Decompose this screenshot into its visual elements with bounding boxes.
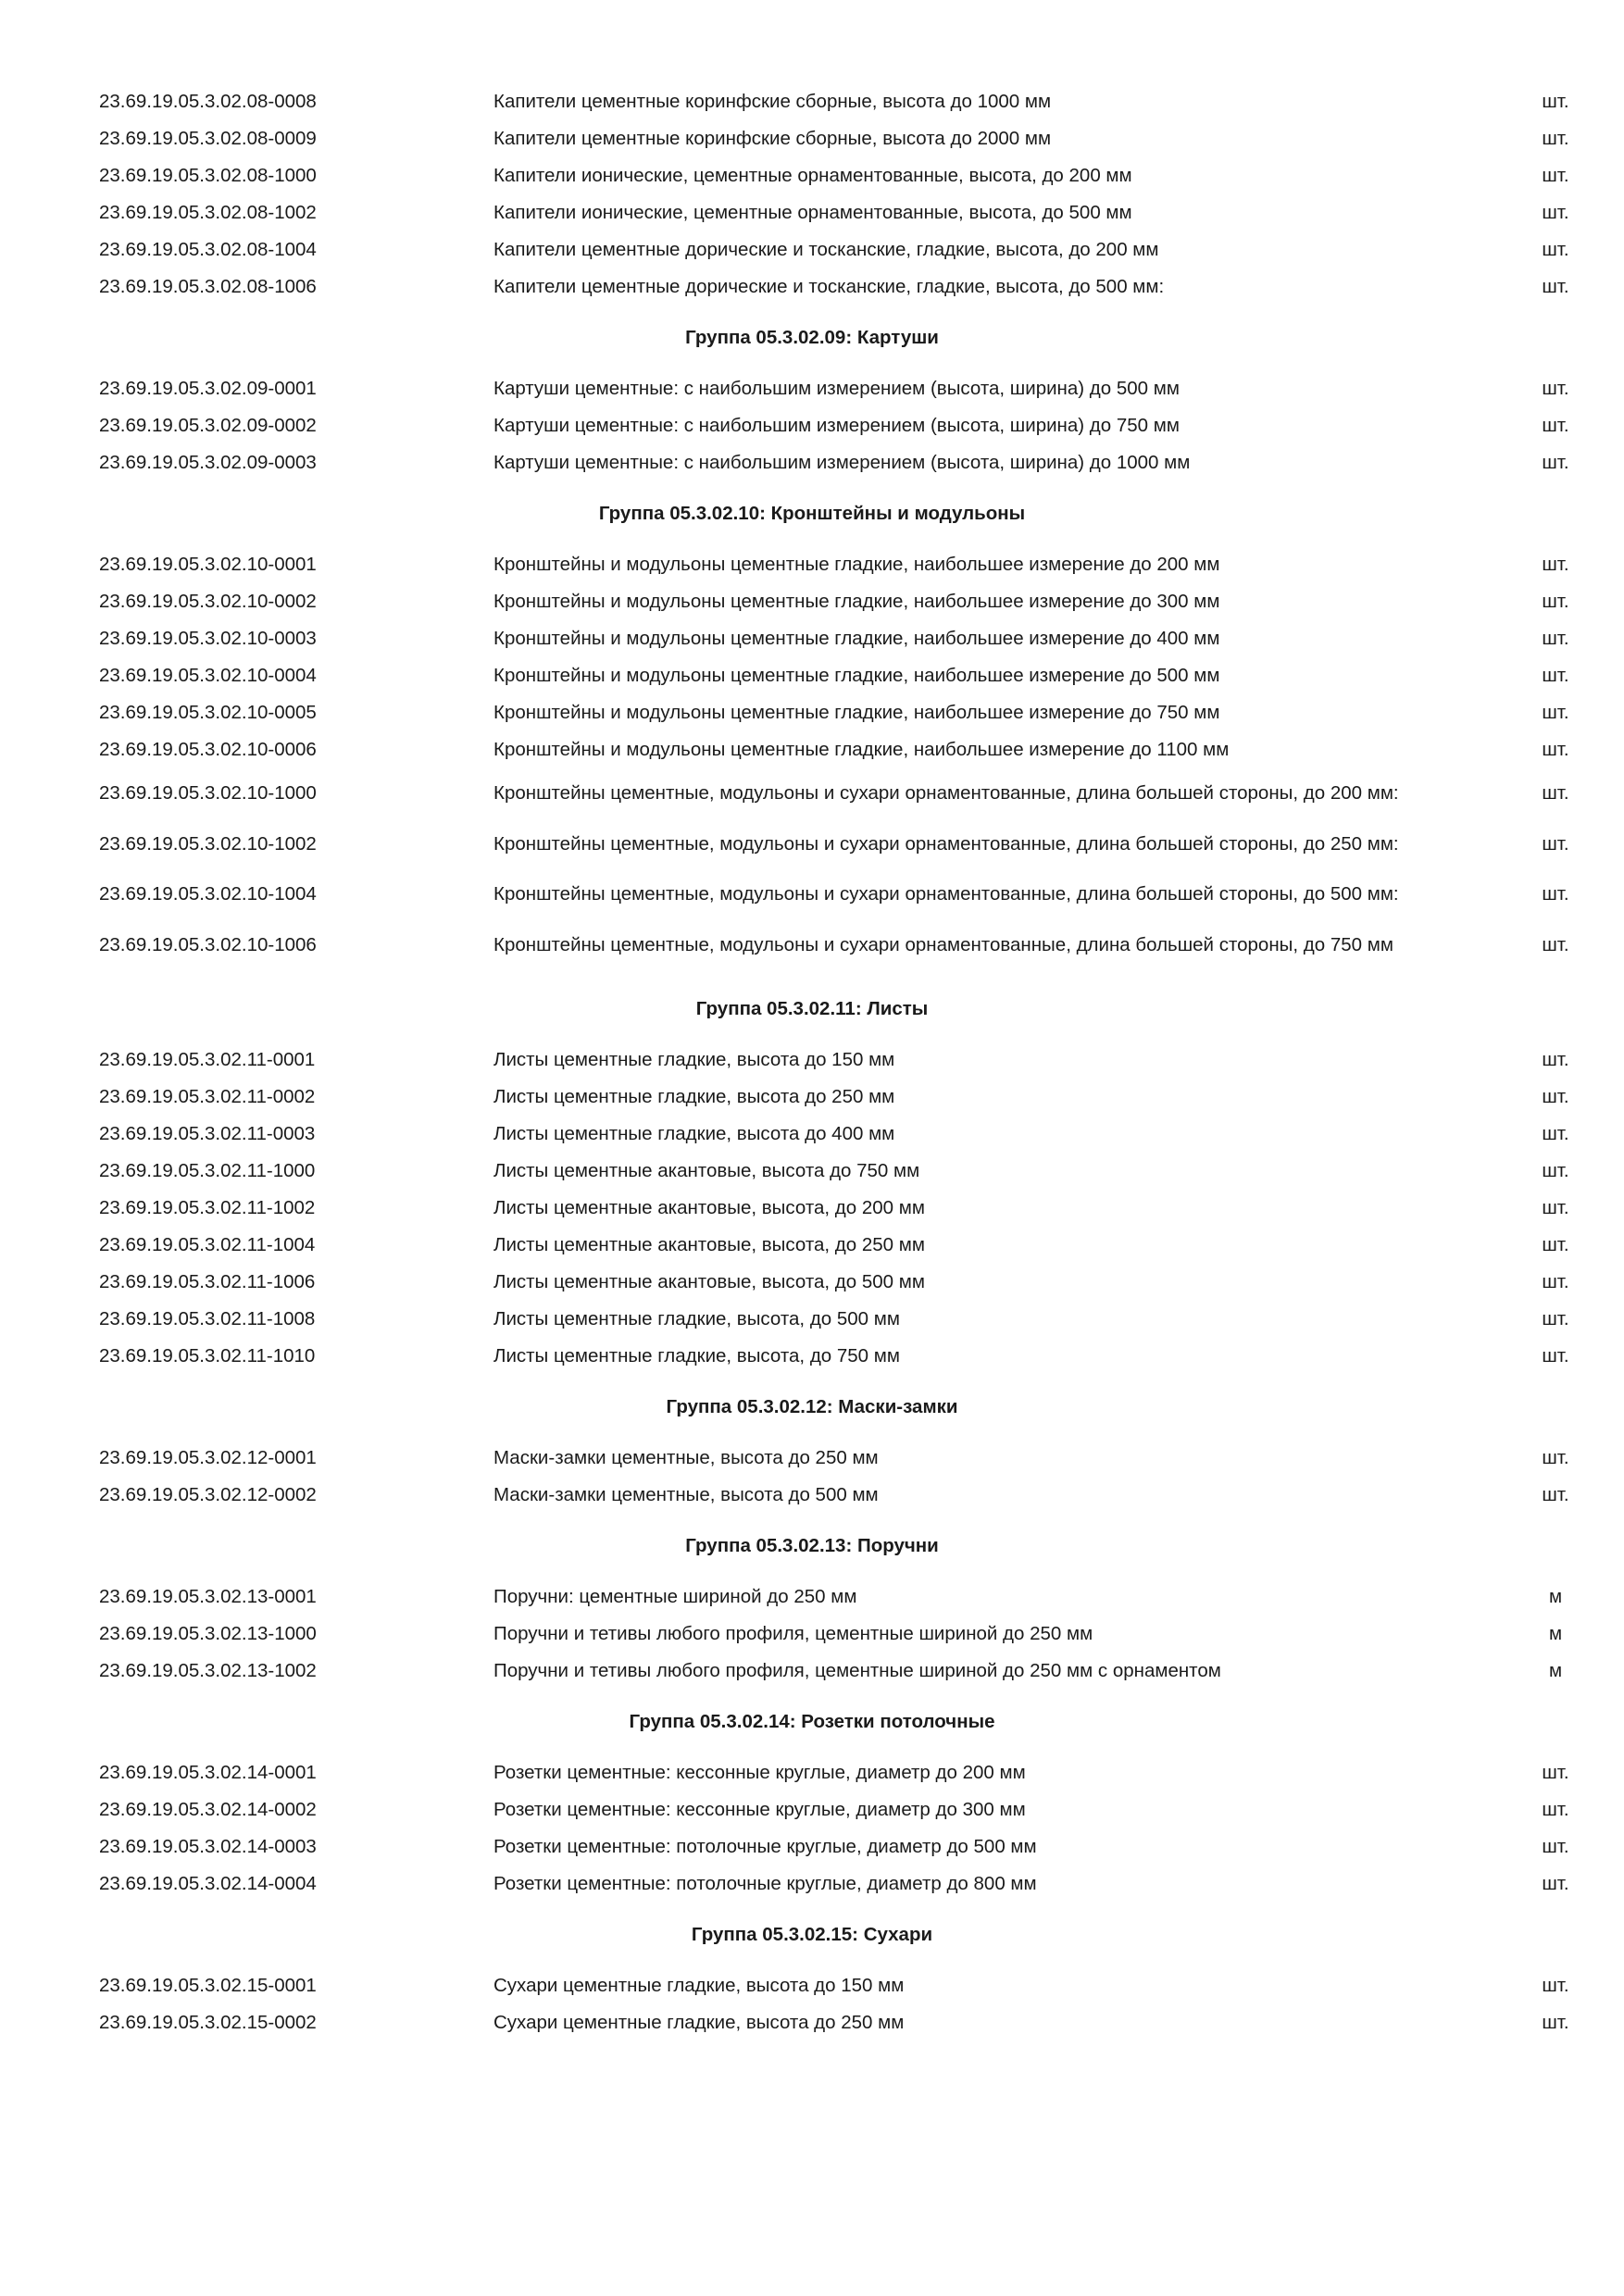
- item-unit: шт.: [1542, 628, 1569, 649]
- item-description: [493, 1227, 1438, 1264]
- item-description: [493, 1578, 1438, 1616]
- table-row: [0, 768, 1624, 819]
- table-row: [0, 1477, 1624, 1514]
- item-description: [493, 1866, 1438, 1903]
- item-description: [493, 657, 1438, 694]
- item-description: [493, 444, 1438, 481]
- item-description-text: Сухари цементные гладкие, высота до 150 мм: [493, 1975, 905, 1997]
- item-code: 23.69.19.05.3.02.08-0008: [99, 91, 317, 112]
- item-unit: шт.: [1542, 1197, 1569, 1219]
- item-description-text: Листы цементные гладкие, высота, до 750 мм: [493, 1345, 900, 1367]
- item-code: 23.69.19.05.3.02.11-1004: [99, 1234, 316, 1256]
- item-unit: шт.: [1542, 1975, 1569, 1997]
- item-unit: шт.: [1542, 378, 1569, 399]
- item-description: [493, 194, 1438, 231]
- item-description: [493, 694, 1438, 731]
- item-code: 23.69.19.05.3.02.11-0003: [99, 1123, 316, 1145]
- item-code: 23.69.19.05.3.02.08-1000: [99, 165, 317, 186]
- item-description-text: Розетки цементные: кессонные круглые, диаметр до 300 мм: [493, 1799, 1026, 1821]
- item-unit: м: [1548, 1623, 1563, 1645]
- item-description: [493, 1079, 1438, 1116]
- item-code: 23.69.19.05.3.02.15-0002: [99, 2012, 317, 2034]
- item-unit: шт.: [1542, 1123, 1569, 1145]
- table-row: [0, 370, 1624, 407]
- item-unit: шт.: [1542, 1447, 1569, 1469]
- group-heading: Группа 05.3.02.14: Розетки потолочные: [629, 1711, 995, 1733]
- item-description: [493, 1338, 1438, 1375]
- table-row: [0, 1791, 1624, 1828]
- item-description-text: Картуши цементные: с наибольшим измерением (высота, ширина) до 750 мм: [493, 415, 1180, 436]
- item-description-text: Поручни и тетивы любого профиля, цементные шириной до 250 мм: [493, 1623, 1093, 1645]
- table-row: [0, 444, 1624, 481]
- item-description-text: Капители цементные дорические и тосканские, гладкие, высота, до 200 мм: [493, 239, 1159, 260]
- table-row: [0, 1828, 1624, 1866]
- item-unit: шт.: [1542, 832, 1569, 855]
- item-description-text: Кронштейны цементные, модульоны и сухари орнаментованные, длина большей стороны, до 500 мм:: [493, 883, 1399, 905]
- item-unit: шт.: [1542, 1873, 1569, 1895]
- item-description-text: Розетки цементные: потолочные круглые, диаметр до 800 мм: [493, 1873, 1037, 1895]
- item-description: [493, 1791, 1438, 1828]
- item-description: [493, 1116, 1438, 1153]
- table-row: [0, 731, 1624, 768]
- group-heading: Группа 05.3.02.11: Листы: [695, 998, 929, 1020]
- table-row: [0, 657, 1624, 694]
- item-unit: шт.: [1542, 165, 1569, 186]
- item-description-text: Листы цементные гладкие, высота до 400 мм: [493, 1123, 895, 1145]
- item-description-text: Листы цементные гладкие, высота, до 500 мм: [493, 1308, 900, 1330]
- table-row: [0, 1301, 1624, 1338]
- item-unit: шт.: [1542, 276, 1569, 297]
- item-code: 23.69.19.05.3.02.11-1010: [99, 1345, 316, 1367]
- item-description: [493, 1616, 1438, 1653]
- table-row: [0, 194, 1624, 231]
- item-description-text: Капители ионические, цементные орнаментованные, высота, до 500 мм: [493, 202, 1132, 223]
- item-unit: шт.: [1542, 2012, 1569, 2034]
- item-code: 23.69.19.05.3.02.11-1000: [99, 1160, 316, 1182]
- item-unit: шт.: [1542, 128, 1569, 149]
- item-description: [493, 120, 1438, 157]
- item-description: [493, 768, 1438, 819]
- item-description-text: Розетки цементные: кессонные круглые, диаметр до 200 мм: [493, 1762, 1026, 1784]
- item-unit: шт.: [1542, 739, 1569, 760]
- item-code: 23.69.19.05.3.02.08-1006: [99, 276, 317, 297]
- item-description: [493, 1440, 1438, 1477]
- item-description-text: Кронштейны и модульоны цементные гладкие, наибольшее измерение до 200 мм: [493, 554, 1220, 575]
- item-unit: м: [1548, 1586, 1563, 1608]
- item-code: 23.69.19.05.3.02.10-1002: [99, 832, 317, 855]
- item-description: [493, 1828, 1438, 1866]
- item-description-text: Поручни и тетивы любого профиля, цементные шириной до 250 мм с орнаментом: [493, 1660, 1221, 1682]
- table-row: [0, 1754, 1624, 1791]
- item-description: [493, 1264, 1438, 1301]
- table-row: [0, 407, 1624, 444]
- table-row: [0, 546, 1624, 583]
- table-row: [0, 1042, 1624, 1079]
- item-code: 23.69.19.05.3.02.10-0001: [99, 554, 317, 575]
- item-description: [493, 1967, 1438, 2004]
- table-row: [0, 157, 1624, 194]
- item-description-text: Листы цементные гладкие, высота до 150 мм: [493, 1049, 895, 1071]
- item-unit: шт.: [1542, 1086, 1569, 1108]
- item-description-text: Розетки цементные: потолочные круглые, диаметр до 500 мм: [493, 1836, 1037, 1858]
- item-description: [493, 231, 1438, 268]
- item-description: [493, 1477, 1438, 1514]
- item-description: [493, 1653, 1438, 1690]
- item-description: [493, 546, 1438, 583]
- item-description-text: Листы цементные акантовые, высота, до 250 мм: [493, 1234, 925, 1256]
- item-unit: шт.: [1542, 554, 1569, 575]
- item-unit: шт.: [1542, 1308, 1569, 1330]
- item-unit: шт.: [1542, 91, 1569, 112]
- table-row: [0, 1190, 1624, 1227]
- item-unit: м: [1548, 1660, 1563, 1682]
- table-row: [0, 1653, 1624, 1690]
- item-code: 23.69.19.05.3.02.09-0001: [99, 378, 317, 399]
- item-unit: шт.: [1542, 1345, 1569, 1367]
- item-unit: шт.: [1542, 239, 1569, 260]
- group-heading: Группа 05.3.02.13: Поручни: [685, 1535, 939, 1557]
- item-unit: шт.: [1542, 782, 1569, 805]
- group-heading: Группа 05.3.02.10: Кронштейны и модульоны: [598, 503, 1026, 524]
- item-description: [493, 407, 1438, 444]
- table-row: [0, 1264, 1624, 1301]
- item-unit: шт.: [1542, 1049, 1569, 1071]
- item-code: 23.69.19.05.3.02.10-0006: [99, 739, 317, 760]
- table-row: [0, 1866, 1624, 1903]
- item-code: 23.69.19.05.3.02.14-0001: [99, 1762, 317, 1784]
- table-row: [0, 1616, 1624, 1653]
- table-row: [0, 1338, 1624, 1375]
- table-row: [0, 694, 1624, 731]
- item-code: 23.69.19.05.3.02.09-0002: [99, 415, 317, 436]
- item-description-text: Кронштейны и модульоны цементные гладкие, наибольшее измерение до 750 мм: [493, 702, 1220, 723]
- item-code: 23.69.19.05.3.02.11-0002: [99, 1086, 316, 1108]
- item-code: 23.69.19.05.3.02.09-0003: [99, 452, 317, 473]
- item-unit: шт.: [1542, 591, 1569, 612]
- item-description-text: Маски-замки цементные, высота до 250 мм: [493, 1447, 879, 1469]
- item-code: 23.69.19.05.3.02.10-1006: [99, 933, 317, 955]
- table-row: [0, 1967, 1624, 2004]
- item-unit: шт.: [1542, 1799, 1569, 1821]
- item-code: 23.69.19.05.3.02.11-1002: [99, 1197, 316, 1219]
- item-code: 23.69.19.05.3.02.14-0002: [99, 1799, 317, 1821]
- item-description: [493, 1754, 1438, 1791]
- table-row: [0, 2004, 1624, 2041]
- item-unit: шт.: [1542, 702, 1569, 723]
- table-row: [0, 819, 1624, 870]
- item-description-text: Сухари цементные гладкие, высота до 250 мм: [493, 2012, 905, 2034]
- item-description-text: Маски-замки цементные, высота до 500 мм: [493, 1484, 879, 1506]
- item-description-text: Картуши цементные: с наибольшим измерением (высота, ширина) до 1000 мм: [493, 452, 1191, 473]
- item-unit: шт.: [1542, 1160, 1569, 1182]
- item-description: [493, 1190, 1438, 1227]
- item-unit: шт.: [1542, 1762, 1569, 1784]
- item-description: [493, 370, 1438, 407]
- item-unit: шт.: [1542, 1484, 1569, 1506]
- item-description-text: Кронштейны и модульоны цементные гладкие, наибольшее измерение до 400 мм: [493, 628, 1220, 649]
- item-code: 23.69.19.05.3.02.14-0003: [99, 1836, 317, 1858]
- item-description: [493, 819, 1438, 870]
- item-description: [493, 83, 1438, 120]
- table-row: [0, 83, 1624, 120]
- item-description: [493, 583, 1438, 620]
- item-description-text: Кронштейны и модульоны цементные гладкие, наибольшее измерение до 500 мм: [493, 665, 1220, 686]
- item-code: 23.69.19.05.3.02.14-0004: [99, 1873, 317, 1895]
- item-code: 23.69.19.05.3.02.10-0003: [99, 628, 317, 649]
- item-description: [493, 1301, 1438, 1338]
- table-row: [0, 1079, 1624, 1116]
- item-description-text: Картуши цементные: с наибольшим измерением (высота, ширина) до 500 мм: [493, 378, 1180, 399]
- item-code: 23.69.19.05.3.02.10-1004: [99, 883, 317, 905]
- table-row: [0, 231, 1624, 268]
- item-unit: шт.: [1542, 415, 1569, 436]
- item-description: [493, 2004, 1438, 2041]
- group-heading: Группа 05.3.02.15: Сухари: [691, 1924, 933, 1946]
- item-code: 23.69.19.05.3.02.11-1006: [99, 1271, 316, 1293]
- item-description: [493, 1042, 1438, 1079]
- table-row: [0, 120, 1624, 157]
- item-code: 23.69.19.05.3.02.13-0001: [99, 1586, 317, 1608]
- item-description-text: Поручни: цементные шириной до 250 мм: [493, 1586, 857, 1608]
- item-description: [493, 869, 1438, 920]
- item-unit: шт.: [1542, 933, 1569, 955]
- item-description-text: Листы цементные гладкие, высота до 250 мм: [493, 1086, 895, 1108]
- table-row: [0, 920, 1624, 971]
- item-code: 23.69.19.05.3.02.13-1002: [99, 1660, 317, 1682]
- item-code: 23.69.19.05.3.02.10-0005: [99, 702, 317, 723]
- item-description: [493, 731, 1438, 768]
- item-code: 23.69.19.05.3.02.08-1002: [99, 202, 317, 223]
- item-description-text: Капители цементные коринфские сборные, высота до 2000 мм: [493, 128, 1052, 149]
- table-row: [0, 869, 1624, 920]
- item-description: [493, 920, 1438, 971]
- item-description-text: Кронштейны цементные, модульоны и сухари орнаментованные, длина большей стороны, до 200 мм:: [493, 782, 1399, 805]
- table-row: [0, 268, 1624, 306]
- item-description-text: Листы цементные акантовые, высота до 750 мм: [493, 1160, 920, 1182]
- item-code: 23.69.19.05.3.02.08-0009: [99, 128, 317, 149]
- item-code: 23.69.19.05.3.02.11-1008: [99, 1308, 316, 1330]
- item-description: [493, 1153, 1438, 1190]
- table-row: [0, 1578, 1624, 1616]
- item-code: 23.69.19.05.3.02.10-0002: [99, 591, 317, 612]
- table-row: [0, 1153, 1624, 1190]
- group-heading: Группа 05.3.02.12: Маски-замки: [666, 1396, 958, 1418]
- item-description-text: Кронштейны и модульоны цементные гладкие, наибольшее измерение до 300 мм: [493, 591, 1220, 612]
- item-description-text: Кронштейны и модульоны цементные гладкие, наибольшее измерение до 1100 мм: [493, 739, 1230, 760]
- item-description: [493, 157, 1438, 194]
- item-description: [493, 268, 1438, 306]
- item-description: [493, 620, 1438, 657]
- item-unit: шт.: [1542, 665, 1569, 686]
- item-description-text: Капители цементные дорические и тосканские, гладкие, высота, до 500 мм:: [493, 276, 1165, 297]
- item-unit: шт.: [1542, 1836, 1569, 1858]
- item-code: 23.69.19.05.3.02.12-0001: [99, 1447, 317, 1469]
- item-code: 23.69.19.05.3.02.15-0001: [99, 1975, 317, 1997]
- item-unit: шт.: [1542, 883, 1569, 905]
- item-code: 23.69.19.05.3.02.13-1000: [99, 1623, 317, 1645]
- item-description-text: Листы цементные акантовые, высота, до 200 мм: [493, 1197, 925, 1219]
- item-unit: шт.: [1542, 1271, 1569, 1293]
- item-description-text: Капители цементные коринфские сборные, высота до 1000 мм: [493, 91, 1052, 112]
- item-description-text: Кронштейны цементные, модульоны и сухари орнаментованные, длина большей стороны, до 750 мм: [493, 933, 1393, 955]
- table-row: [0, 620, 1624, 657]
- group-heading: Группа 05.3.02.09: Картуши: [685, 327, 939, 348]
- table-row: [0, 583, 1624, 620]
- item-description-text: Кронштейны цементные, модульоны и сухари орнаментованные, длина большей стороны, до 250 мм:: [493, 832, 1399, 855]
- item-code: 23.69.19.05.3.02.11-0001: [99, 1049, 316, 1071]
- table-row: [0, 1116, 1624, 1153]
- item-code: 23.69.19.05.3.02.10-0004: [99, 665, 317, 686]
- item-description-text: Листы цементные акантовые, высота, до 500 мм: [493, 1271, 925, 1293]
- item-unit: шт.: [1542, 1234, 1569, 1256]
- table-row: [0, 1440, 1624, 1477]
- item-code: 23.69.19.05.3.02.10-1000: [99, 782, 317, 805]
- item-code: 23.69.19.05.3.02.08-1004: [99, 239, 317, 260]
- item-unit: шт.: [1542, 202, 1569, 223]
- item-unit: шт.: [1542, 452, 1569, 473]
- table-row: [0, 1227, 1624, 1264]
- item-description-text: Капители ионические, цементные орнаментованные, высота, до 200 мм: [493, 165, 1132, 186]
- item-code: 23.69.19.05.3.02.12-0002: [99, 1484, 317, 1506]
